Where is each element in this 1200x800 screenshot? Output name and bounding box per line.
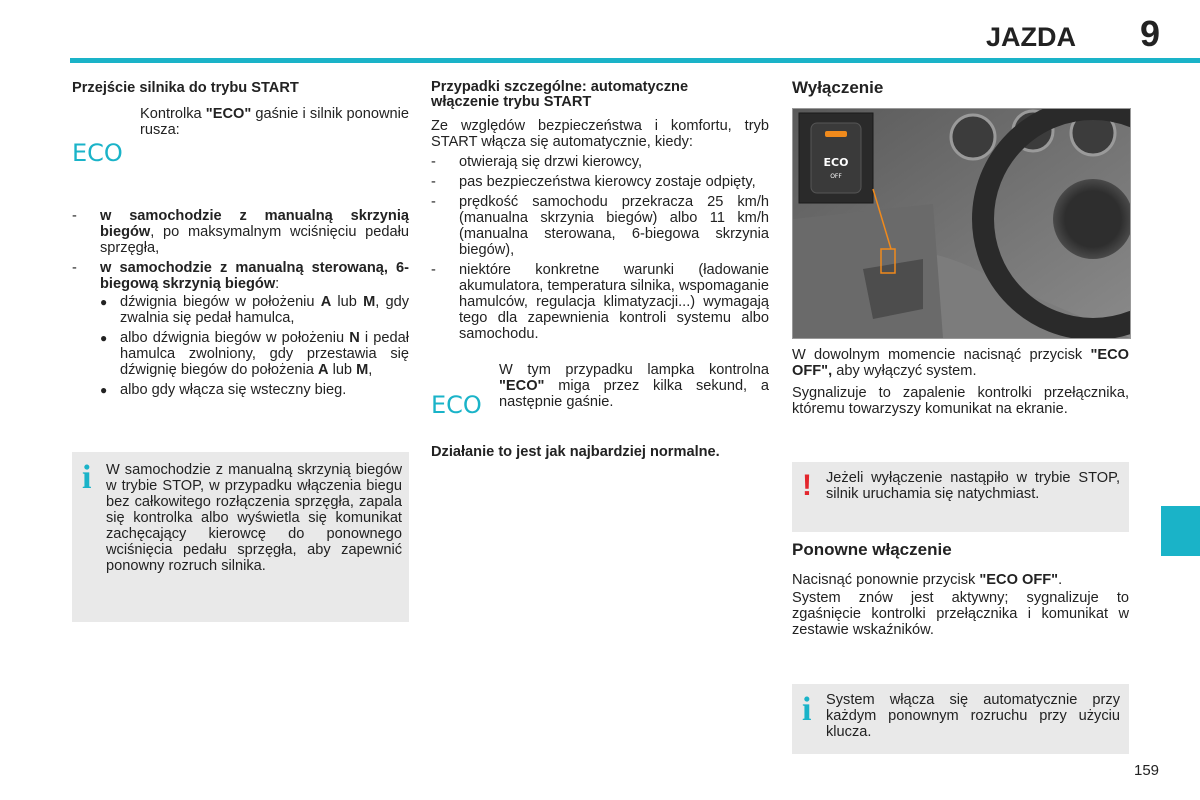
svg-text:ECO: ECO bbox=[431, 393, 482, 417]
header-rule bbox=[70, 58, 1200, 63]
info-icon: i bbox=[802, 691, 812, 728]
chapter-title: JAZDA bbox=[986, 22, 1077, 52]
list-item: - otwierają się drzwi kierowcy, bbox=[431, 154, 643, 170]
dashboard-photo bbox=[792, 108, 1131, 339]
info-text: W samochodzie z manualną skrzynią biegów w trybie STOP, w przypadku włączenia biegu bez całkowitego rozłączenia sprzęgła, zapala się kontrolka albo wyświetla się komunikat zachęcający kierowcę do ponownego wciśnięcia pedału sprzęgła, aby zapewnić ponowny rozruch silnika. bbox=[106, 462, 402, 574]
reactivation-instruction: Nacisnąć ponownie przycisk "ECO OFF". bbox=[792, 572, 1063, 588]
list-item: - w samochodzie z manualną skrzynią biegów, po maksymalnym wciśnięciu pedału sprzęgła, bbox=[72, 208, 409, 256]
warning-box bbox=[792, 462, 1129, 532]
reactivation-section bbox=[792, 540, 1129, 638]
list-item: - w samochodzie z manualną sterowaną, 6-biegową skrzynią biegów: bbox=[72, 260, 409, 292]
info-box-manual-gearbox bbox=[72, 452, 409, 622]
warning-text: Jeżeli wyłączenie nastąpiło w trybie STOP, silnik uruchamia się natychmiast. bbox=[826, 470, 1120, 502]
eco-off-button-sublabel: OFF bbox=[830, 173, 842, 180]
section-heading-shutdown: Wyłączenie bbox=[792, 78, 884, 97]
list-item: ● albo gdy włącza się wsteczny bieg. bbox=[100, 382, 347, 398]
list-item: - pas bezpieczeństwa kierowcy zostaje odpięty, bbox=[431, 174, 756, 190]
section-heading-reactivation: Ponowne włączenie bbox=[792, 540, 952, 559]
list-item: ● dźwignia biegów w położeniu A lub M, gdy zwalnia się pedał hamulca, bbox=[100, 294, 409, 326]
column-shutdown bbox=[792, 78, 1129, 98]
section-heading-special: Przypadki szczególne: automatyczne włączenie trybu START bbox=[431, 79, 689, 110]
column-start-mode bbox=[72, 80, 409, 398]
reactivation-signal: System znów jest aktywny; sygnalizuje to zgaśnięcie kontrolki przełącznika i komunikat w zestawie wskaźników. bbox=[792, 590, 1129, 638]
eco-note bbox=[72, 106, 409, 170]
eco-indicator-icon bbox=[431, 362, 499, 422]
warning-icon: ! bbox=[802, 469, 812, 502]
eco-blink-note bbox=[431, 362, 769, 422]
section-heading-start: Przejście silnika do trybu START bbox=[72, 80, 299, 96]
chapter-number: 9 bbox=[1140, 13, 1161, 54]
info-icon: i bbox=[82, 459, 92, 496]
svg-text:ECO: ECO bbox=[72, 141, 123, 165]
eco-description: Kontrolka "ECO" gaśnie i silnik ponownie rusza: bbox=[140, 106, 409, 138]
info-box-auto-activation bbox=[792, 684, 1129, 754]
info-text: System włącza się automatycznie przy każdym ponownym rozruchu przy użyciu klucza. bbox=[826, 692, 1120, 740]
chapter-side-tab bbox=[1161, 506, 1200, 556]
column-special-cases bbox=[431, 80, 769, 460]
closing-note: Działanie to jest jak najbardziej normalne. bbox=[431, 444, 720, 460]
shutdown-text bbox=[792, 347, 1129, 417]
list-item: - prędkość samochodu przekracza 25 km/h (manualna skrzynia biegów) albo 11 km/h (manualna sterowana, 6-biegowa skrzynia biegów), bbox=[431, 194, 769, 258]
eco-off-button-label: ECO bbox=[823, 156, 849, 169]
list-item: - niektóre konkretne warunki (ładowanie akumulatora, temperatura silnika, wspomaganie hamulców, regulacja klimatyzacji...) wymagają tego dla zapewnienia kontroli systemu albo samochodu. bbox=[431, 262, 769, 342]
start-conditions-list bbox=[72, 208, 409, 398]
eco-indicator-icon bbox=[72, 106, 140, 170]
intro-text: Ze względów bezpieczeństwa i komfortu, tryb START włącza się automatycznie, kiedy: bbox=[431, 118, 769, 150]
auto-start-list bbox=[431, 154, 769, 342]
list-item: ● albo dźwignia biegów w położeniu N i pedał hamulca zwolniony, gdy przestawia się dźwignię biegów do położenia A lub M, bbox=[100, 330, 410, 378]
shutdown-instruction: W dowolnym momencie nacisnąć przycisk "ECO OFF", aby wyłączyć system. bbox=[792, 347, 1129, 379]
eco-blink-description: W tym przypadku lampka kontrolna "ECO" miga przez kilka sekund, a następnie gaśnie. bbox=[499, 362, 769, 410]
shutdown-signal: Sygnalizuje to zapalenie kontrolki przełącznika, któremu towarzyszy komunikat na ekranie. bbox=[792, 385, 1129, 417]
page-number: 159 bbox=[1134, 762, 1160, 779]
